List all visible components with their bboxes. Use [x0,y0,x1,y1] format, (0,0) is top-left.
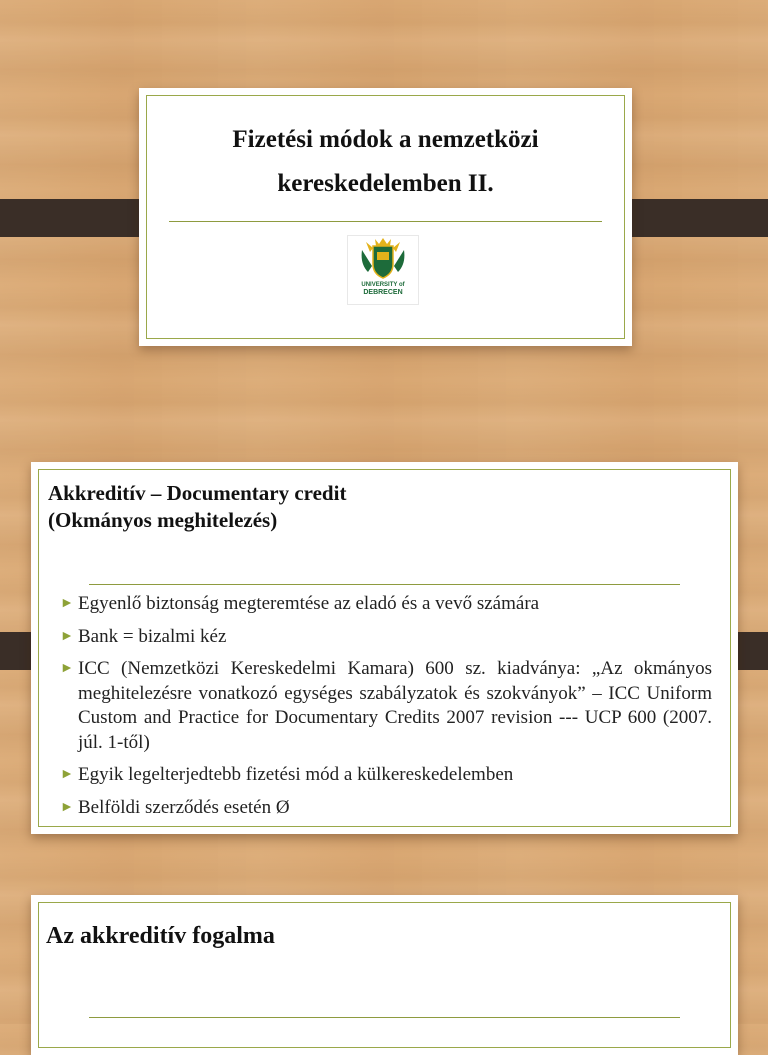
slide-heading-line2: (Okmányos meghitelezés) [48,508,278,532]
list-item: ► Egyik legelterjedtebb fizetési mód a külkereskedelemben [57,763,712,788]
slide-title-line2: kereskedelemben II. [277,170,494,197]
list-item: ► Egyenlő biztonság megteremtése az eladó és a vevő számára [57,592,712,617]
right-triangle-arrow-icon: ► [60,767,74,782]
heading-divider [89,584,680,585]
slide1-left-band [0,199,156,237]
right-triangle-arrow-icon: ► [60,661,74,676]
slide1-right-band [613,199,768,237]
title-slide [139,88,632,346]
heading-divider [89,1017,680,1018]
right-triangle-arrow-icon: ► [60,628,74,644]
right-triangle-arrow-icon: ► [60,799,74,815]
logo-caption-line2: DEBRECEN [363,289,403,296]
slide-title [139,118,632,206]
slide-heading: Az akkreditív fogalma [46,923,275,949]
slide-title-line1: Fizetési módok a nemzetközi [232,126,539,153]
slide-heading-line1: Akkreditív – Documentary credit [48,481,347,505]
list-item: ► Bank = bizalmi kéz [57,625,712,650]
list-item: ► Belföldi szerződés esetén Ø [57,796,712,821]
bullet-list [57,592,712,828]
definition-slide [31,895,738,1055]
slide-heading [48,480,346,534]
coat-of-arms-icon [348,236,418,282]
logo-caption [348,282,418,296]
title-divider [169,221,602,222]
right-triangle-arrow-icon: ► [60,596,74,611]
content-slide [31,462,738,834]
logo-caption-line1: UNIVERSITY of [361,282,405,288]
list-item: ► ICC (Nemzetközi Kereskedelmi Kamara) 600 sz. kiadványa: „Az okmányos meghitelezésre vonatkozó egységes szabályzatok és szokványok” – ICC Uniform Custom and Practice for Documentary Credits 2007 revision --- UCP 600 (2007. júl. 1-től) [60,658,712,753]
university-logo [348,236,418,304]
